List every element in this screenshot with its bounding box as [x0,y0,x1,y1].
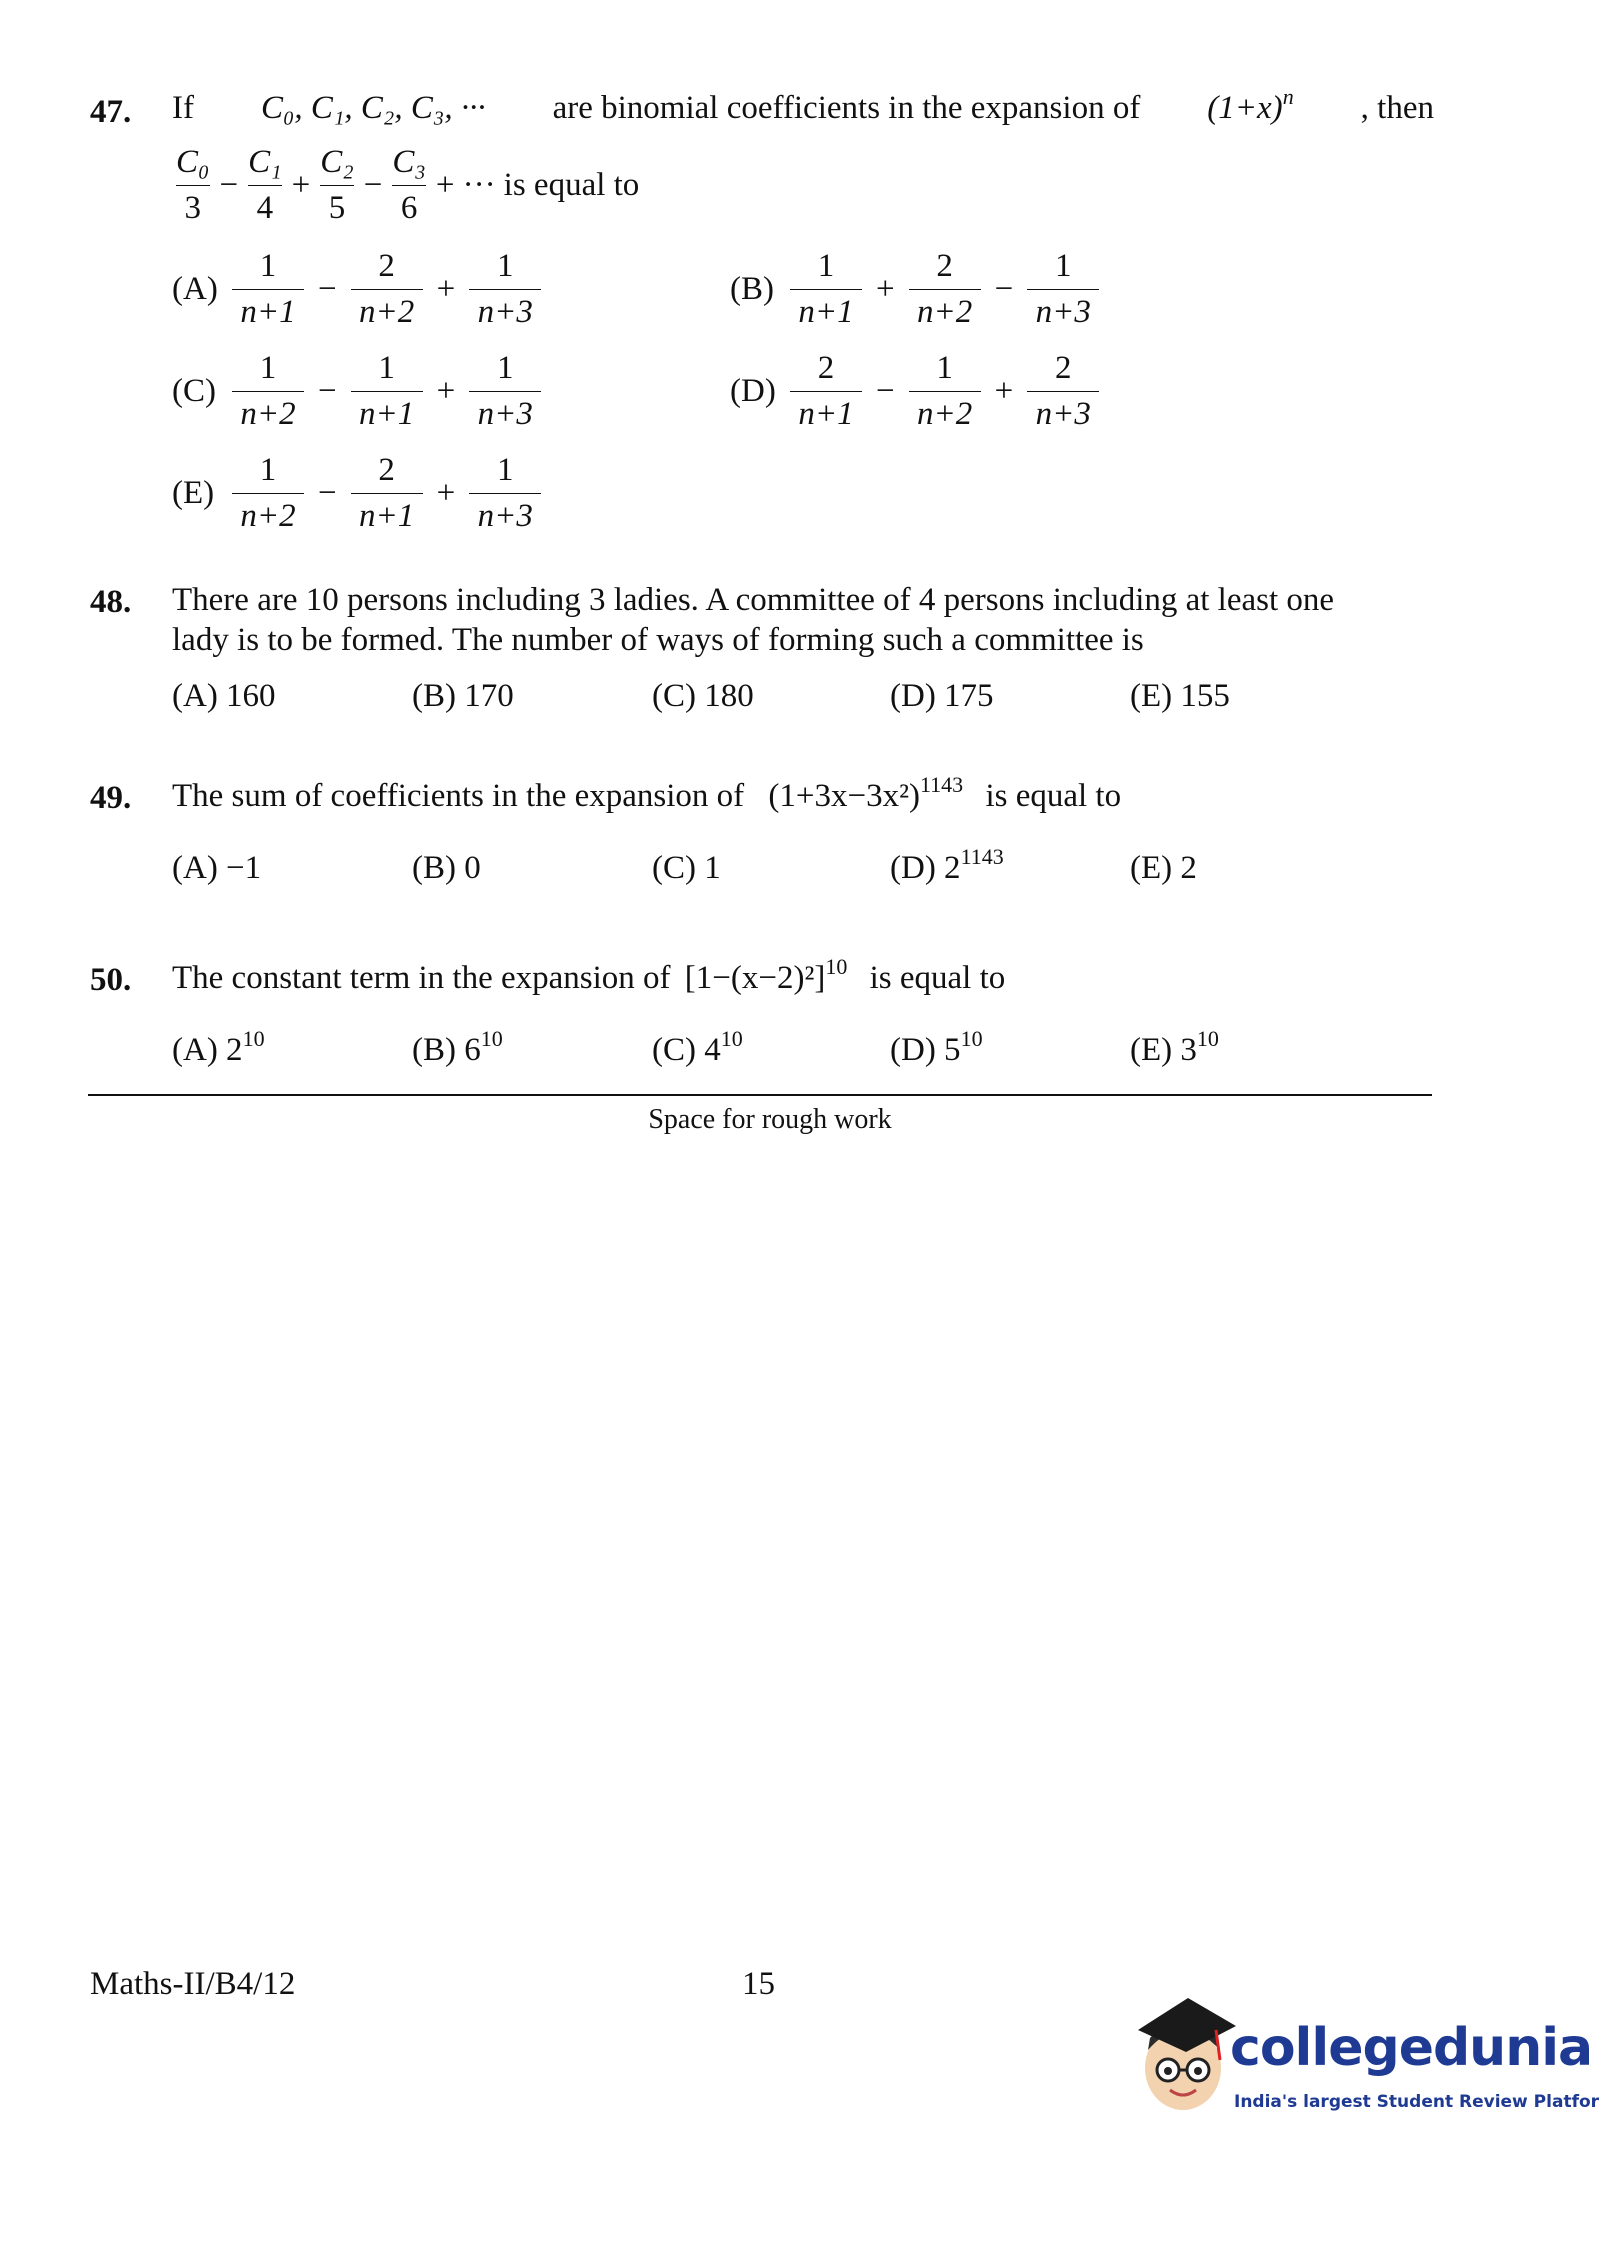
denominator: 4 [248,185,282,225]
option-text: (D) 5 [890,1032,961,1068]
q49-expr [768,772,964,814]
denominator: 6 [392,185,426,225]
option-label: (E) [172,475,215,511]
option-label: (B) [730,271,774,307]
q48-option-a[interactable]: (A) 160 [172,678,276,714]
q49-expr-power: 1143 [920,772,964,797]
option-text: (E) 3 [1130,1032,1197,1068]
q47-series-op: − [363,167,383,203]
q47-ask: is equal to [503,167,640,203]
denominator: 5 [320,185,354,225]
option-text: (A) 2 [172,1032,243,1068]
q48-option-e[interactable]: (E) 155 [1130,678,1230,714]
option-exp: 10 [480,1026,503,1051]
fraction [351,352,423,431]
q47-series-term [388,146,429,225]
q47-series-term [244,146,285,225]
numerator: 2 [1055,350,1072,386]
denominator: n+1 [790,289,862,329]
q47-series [172,146,639,225]
operator: + [436,271,456,307]
operator: − [318,373,337,409]
denominator: n+1 [351,493,423,533]
numerator: 1 [259,350,277,386]
operator: − [994,271,1014,307]
numerator: 1 [497,452,514,488]
option-label: (D) [730,373,776,409]
q49-stem [172,772,1122,814]
fraction [232,250,304,329]
numerator: 1 [936,350,953,386]
option-exp: 10 [720,1026,743,1051]
rough-work-label: Space for rough work [648,1104,892,1135]
fraction [351,250,423,329]
numerator: 2 [817,350,835,386]
fraction [790,352,862,431]
q50-ask: is equal to [869,960,1006,996]
fraction [790,250,862,329]
numerator: 2 [936,248,953,284]
option-label: (A) [172,271,218,307]
denominator: n+1 [232,289,304,329]
q47-option-d[interactable] [730,352,1099,431]
q50-option-e[interactable] [1130,1026,1219,1068]
q48-line2: lady is to be formed. The number of ways of forming such a committee is [172,622,1144,658]
q47-series-op: − [219,167,239,203]
operator: + [436,475,456,511]
denominator: n+3 [469,493,541,533]
denominator: n+2 [232,493,304,533]
q49-expr-base: (1+3x−3x²) [768,778,920,814]
q50-option-c[interactable] [652,1026,743,1068]
q50-stem [172,954,1006,996]
brand-tagline: India's largest Student Review Platfor [1234,2092,1599,2112]
denominator: n+2 [909,391,981,431]
q50-expr-power: 10 [825,954,848,979]
q47-series-term [316,146,357,225]
q49-option-d-exp: 1143 [960,844,1004,869]
operator: + [436,373,456,409]
operator: + [994,373,1014,409]
q47-option-b[interactable] [730,250,1099,329]
denominator: n+2 [909,289,981,329]
rough-work-divider [88,1094,1432,1096]
q47-expansion-base: (1+x) [1207,90,1283,126]
q48-number: 48. [90,584,132,620]
option-exp: 10 [242,1026,265,1051]
q47-option-e[interactable] [172,454,541,533]
q49-option-a[interactable]: (A) −1 [172,850,262,886]
q49-text: The sum of coefficients in the expansion of [172,778,745,814]
q50-expr-base: [1−(x−2)²] [684,960,826,996]
numerator: 2 [378,452,395,488]
option-exp: 10 [1196,1026,1219,1051]
operator: − [876,373,895,409]
denominator: n+1 [790,391,862,431]
numerator: C₁ [248,144,282,180]
denominator: n+1 [351,391,423,431]
fraction [469,454,541,533]
q47-then: , then [1360,90,1434,126]
numerator: 2 [378,248,395,284]
numerator: C₀ [176,144,210,180]
numerator: C₃ [392,144,426,180]
q49-number: 49. [90,780,132,816]
option-text: (B) 6 [412,1032,481,1068]
fraction [469,250,541,329]
q48-option-c[interactable]: (C) 180 [652,678,754,714]
q48-option-b[interactable]: (B) 170 [412,678,514,714]
q49-option-b[interactable]: (B) 0 [412,850,481,886]
q47-sequence: C₀, C₁, C₂, C₃, ··· [260,90,486,126]
q49-ask: is equal to [985,778,1122,814]
fraction [469,352,541,431]
numerator: 1 [378,350,395,386]
fraction [1027,352,1099,431]
q47-series-op: + [291,167,311,203]
numerator: 1 [259,248,277,284]
q47-option-c[interactable] [172,352,541,431]
fraction [909,250,981,329]
brand-name: collegedunia [1230,2018,1593,2078]
numerator: 1 [817,248,835,284]
fraction [1027,250,1099,329]
fraction [909,352,981,431]
q50-text: The constant term in the expansion of [172,960,671,996]
operator: − [318,271,337,307]
q50-option-b[interactable] [412,1026,503,1068]
fraction [232,352,304,431]
q50-number: 50. [90,962,132,998]
option-label: (C) [172,373,216,409]
paper-code: Maths-II/B4/12 [90,1966,296,2002]
operator: + [876,271,895,307]
denominator: n+3 [1027,391,1099,431]
denominator: 3 [176,185,210,225]
option-text: (C) 4 [652,1032,721,1068]
operator: − [318,475,337,511]
q47-series-op: + ··· [435,167,496,203]
q49-option-c[interactable]: (C) 1 [652,850,721,886]
q50-expr [684,954,848,996]
q48-line1: There are 10 persons including 3 ladies. A committee of 4 persons including at least one [172,582,1335,618]
page-number: 15 [742,1966,775,2002]
q49-option-d[interactable] [890,844,1004,886]
q47-expansion [1207,84,1294,126]
q47-expansion-power: n [1282,84,1294,109]
q48-option-d[interactable]: (D) 175 [890,678,994,714]
numerator: 1 [1055,248,1072,284]
q47-are-text: are binomial coefficients in the expansion of [552,90,1141,126]
numerator: 1 [497,248,514,284]
denominator: n+2 [232,391,304,431]
q47-intro [172,84,1434,126]
q49-option-d-base: (D) 2 [890,850,961,886]
denominator: n+3 [469,289,541,329]
numerator: 1 [497,350,514,386]
mascot-icon [1128,1990,1238,2120]
q47-option-a[interactable] [172,250,541,329]
fraction [351,454,423,533]
numerator: C₂ [320,144,354,180]
q47-if: If [172,90,194,126]
denominator: n+3 [469,391,541,431]
denominator: n+3 [1027,289,1099,329]
q47-number: 47. [90,94,132,130]
denominator: n+2 [351,289,423,329]
q50-option-d[interactable] [890,1026,983,1068]
fraction [232,454,304,533]
option-exp: 10 [960,1026,983,1051]
q50-option-a[interactable] [172,1026,265,1068]
numerator: 1 [259,452,277,488]
q49-option-e[interactable]: (E) 2 [1130,850,1197,886]
q47-series-term [172,146,213,225]
